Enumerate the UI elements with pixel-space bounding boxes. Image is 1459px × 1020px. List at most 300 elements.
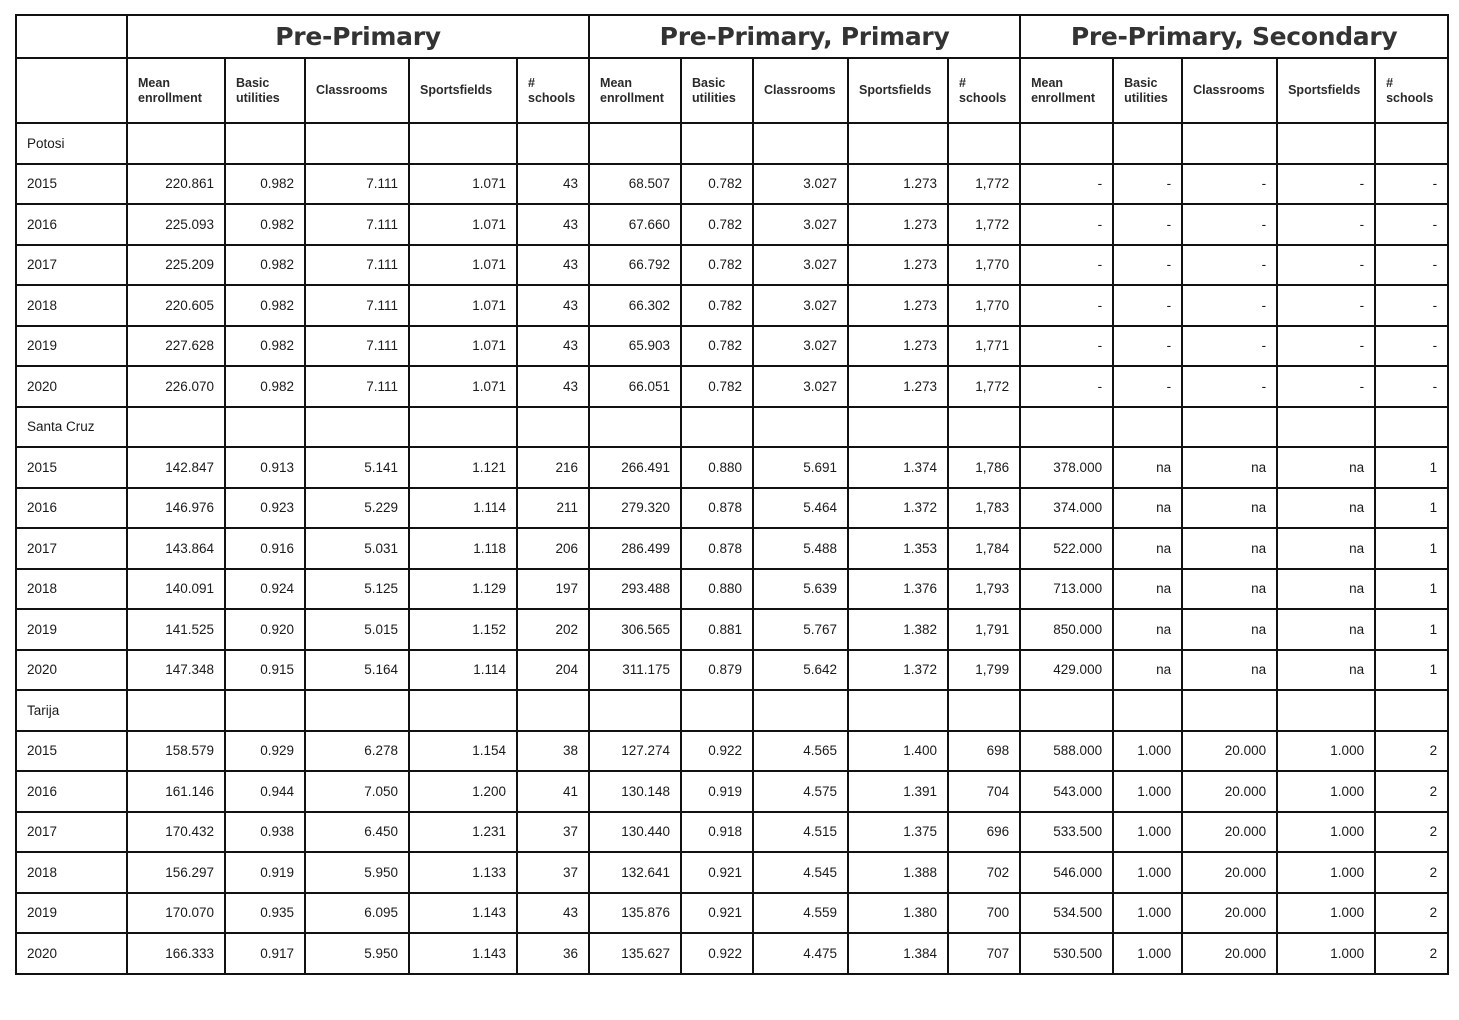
value-cell-basic-utilities: 0.921 (681, 852, 753, 893)
value-cell-sportsfields: 1.374 (848, 447, 948, 488)
value-cell-classrooms: 6.095 (305, 893, 409, 934)
value-cell-mean-enrollment: 286.499 (589, 528, 681, 569)
value-cell-sportsfields: 1.382 (848, 609, 948, 650)
value-cell-mean-enrollment: - (1020, 366, 1113, 407)
value-cell-mean-enrollment: 225.209 (127, 245, 225, 286)
value-cell-schools-count: 1 (1375, 609, 1448, 650)
value-cell-mean-enrollment: 522.000 (1020, 528, 1113, 569)
value-cell-basic-utilities: 0.916 (225, 528, 305, 569)
value-cell-basic-utilities: 1.000 (1113, 812, 1182, 853)
empty-cell (681, 123, 753, 164)
value-cell-sportsfields: 1.114 (409, 488, 517, 529)
value-cell-schools-count: 37 (517, 852, 589, 893)
value-cell-basic-utilities: 0.782 (681, 204, 753, 245)
empty-cell (127, 123, 225, 164)
value-cell-schools-count: - (1375, 204, 1448, 245)
value-cell-sportsfields: 1.000 (1277, 731, 1375, 772)
table-row (16, 731, 1448, 772)
value-cell-classrooms: 5.031 (305, 528, 409, 569)
value-cell-mean-enrollment: 68.507 (589, 164, 681, 205)
year-cell: 2015 (16, 164, 127, 205)
empty-cell (409, 123, 517, 164)
value-cell-mean-enrollment: 293.488 (589, 569, 681, 610)
value-cell-basic-utilities: 0.782 (681, 164, 753, 205)
value-cell-schools-count: 1 (1375, 447, 1448, 488)
value-cell-sportsfields: 1.121 (409, 447, 517, 488)
value-cell-classrooms: 4.565 (753, 731, 848, 772)
empty-cell (305, 690, 409, 731)
value-cell-mean-enrollment: - (1020, 204, 1113, 245)
value-cell-sportsfields: 1.154 (409, 731, 517, 772)
empty-cell (681, 690, 753, 731)
value-cell-sportsfields: 1.380 (848, 893, 948, 934)
empty-cell (948, 407, 1020, 448)
value-cell-mean-enrollment: 588.000 (1020, 731, 1113, 772)
value-cell-sportsfields: 1.000 (1277, 933, 1375, 974)
value-cell-mean-enrollment: 546.000 (1020, 852, 1113, 893)
value-cell-classrooms: 20.000 (1182, 893, 1277, 934)
value-cell-classrooms: 7.111 (305, 245, 409, 286)
corner-cell-lower (16, 58, 127, 123)
value-cell-sportsfields: - (1277, 366, 1375, 407)
value-cell-basic-utilities: 0.921 (681, 893, 753, 934)
value-cell-basic-utilities: 1.000 (1113, 933, 1182, 974)
value-cell-sportsfields: 1.372 (848, 650, 948, 691)
value-cell-sportsfields: - (1277, 285, 1375, 326)
value-cell-sportsfields: 1.391 (848, 771, 948, 812)
year-cell: 2018 (16, 569, 127, 610)
empty-cell (589, 407, 681, 448)
section-label: Potosi (16, 123, 127, 164)
empty-cell (409, 407, 517, 448)
empty-cell (1375, 123, 1448, 164)
value-cell-sportsfields: 1.384 (848, 933, 948, 974)
value-cell-basic-utilities: 0.982 (225, 326, 305, 367)
value-cell-sportsfields: 1.273 (848, 204, 948, 245)
value-cell-schools-count: 1 (1375, 528, 1448, 569)
value-cell-classrooms: 3.027 (753, 204, 848, 245)
value-cell-mean-enrollment: 66.792 (589, 245, 681, 286)
value-cell-mean-enrollment: 311.175 (589, 650, 681, 691)
value-cell-mean-enrollment: 140.091 (127, 569, 225, 610)
value-cell-classrooms: na (1182, 609, 1277, 650)
value-cell-basic-utilities: 0.782 (681, 366, 753, 407)
section-label: Santa Cruz (16, 407, 127, 448)
value-cell-sportsfields: 1.388 (848, 852, 948, 893)
value-cell-mean-enrollment: - (1020, 285, 1113, 326)
value-cell-sportsfields: 1.133 (409, 852, 517, 893)
table-row (16, 285, 1448, 326)
value-cell-mean-enrollment: 66.051 (589, 366, 681, 407)
value-cell-mean-enrollment: 225.093 (127, 204, 225, 245)
column-header-classrooms: Classrooms (1182, 58, 1277, 123)
value-cell-classrooms: na (1182, 447, 1277, 488)
column-header-schools-count: # schools (517, 58, 589, 123)
value-cell-basic-utilities: 1.000 (1113, 771, 1182, 812)
value-cell-sportsfields: na (1277, 569, 1375, 610)
value-cell-schools-count: 696 (948, 812, 1020, 853)
column-header-mean-enrollment: Mean enrollment (589, 58, 681, 123)
value-cell-classrooms: 7.111 (305, 326, 409, 367)
table-row (16, 812, 1448, 853)
empty-cell (127, 690, 225, 731)
value-cell-classrooms: 5.488 (753, 528, 848, 569)
value-cell-classrooms: 7.111 (305, 164, 409, 205)
year-cell: 2019 (16, 609, 127, 650)
value-cell-schools-count: 43 (517, 326, 589, 367)
value-cell-classrooms: 4.515 (753, 812, 848, 853)
value-cell-basic-utilities: - (1113, 285, 1182, 326)
value-cell-basic-utilities: 0.982 (225, 164, 305, 205)
empty-cell (409, 690, 517, 731)
year-cell: 2017 (16, 812, 127, 853)
value-cell-sportsfields: 1.000 (1277, 812, 1375, 853)
value-cell-schools-count: 1 (1375, 488, 1448, 529)
value-cell-mean-enrollment: 146.976 (127, 488, 225, 529)
value-cell-schools-count: - (1375, 164, 1448, 205)
value-cell-basic-utilities: 0.935 (225, 893, 305, 934)
column-header-schools-count: # schools (948, 58, 1020, 123)
value-cell-basic-utilities: 0.913 (225, 447, 305, 488)
value-cell-basic-utilities: 0.924 (225, 569, 305, 610)
corner-cell (16, 15, 127, 58)
value-cell-mean-enrollment: 279.320 (589, 488, 681, 529)
value-cell-classrooms: 3.027 (753, 326, 848, 367)
empty-cell (1113, 690, 1182, 731)
table-row (16, 609, 1448, 650)
value-cell-mean-enrollment: 66.302 (589, 285, 681, 326)
value-cell-sportsfields: - (1277, 245, 1375, 286)
value-cell-basic-utilities: 0.878 (681, 488, 753, 529)
value-cell-schools-count: 216 (517, 447, 589, 488)
value-cell-mean-enrollment: 220.605 (127, 285, 225, 326)
value-cell-sportsfields: na (1277, 488, 1375, 529)
value-cell-sportsfields: - (1277, 164, 1375, 205)
value-cell-classrooms: 5.950 (305, 852, 409, 893)
value-cell-sportsfields: 1.071 (409, 366, 517, 407)
value-cell-sportsfields: - (1277, 204, 1375, 245)
value-cell-sportsfields: 1.143 (409, 933, 517, 974)
table-row (16, 204, 1448, 245)
value-cell-classrooms: - (1182, 245, 1277, 286)
value-cell-mean-enrollment: 170.432 (127, 812, 225, 853)
empty-cell (1375, 690, 1448, 731)
value-cell-schools-count: 43 (517, 164, 589, 205)
value-cell-classrooms: 5.464 (753, 488, 848, 529)
value-cell-basic-utilities: 0.922 (681, 933, 753, 974)
column-header-mean-enrollment: Mean enrollment (1020, 58, 1113, 123)
value-cell-schools-count: - (1375, 245, 1448, 286)
value-cell-sportsfields: 1.200 (409, 771, 517, 812)
column-header-mean-enrollment: Mean enrollment (127, 58, 225, 123)
value-cell-basic-utilities: 0.944 (225, 771, 305, 812)
value-cell-basic-utilities: 1.000 (1113, 852, 1182, 893)
value-cell-basic-utilities: - (1113, 366, 1182, 407)
group-header-pre-primary-primary: Pre-Primary, Primary (589, 15, 1020, 58)
value-cell-classrooms: 5.229 (305, 488, 409, 529)
table-row (16, 164, 1448, 205)
year-cell: 2019 (16, 893, 127, 934)
empty-cell (1020, 690, 1113, 731)
empty-cell (848, 690, 948, 731)
empty-cell (1182, 690, 1277, 731)
value-cell-mean-enrollment: 166.333 (127, 933, 225, 974)
value-cell-schools-count: 1,770 (948, 285, 1020, 326)
value-cell-sportsfields: 1.071 (409, 326, 517, 367)
value-cell-mean-enrollment: 67.660 (589, 204, 681, 245)
value-cell-classrooms: 7.111 (305, 204, 409, 245)
value-cell-basic-utilities: 0.982 (225, 366, 305, 407)
year-cell: 2016 (16, 771, 127, 812)
year-cell: 2015 (16, 447, 127, 488)
value-cell-sportsfields: na (1277, 528, 1375, 569)
value-cell-basic-utilities: 0.782 (681, 285, 753, 326)
value-cell-mean-enrollment: 306.565 (589, 609, 681, 650)
table-row (16, 528, 1448, 569)
value-cell-schools-count: 211 (517, 488, 589, 529)
value-cell-sportsfields: 1.000 (1277, 771, 1375, 812)
value-cell-classrooms: 7.111 (305, 285, 409, 326)
value-cell-basic-utilities: - (1113, 326, 1182, 367)
value-cell-classrooms: - (1182, 326, 1277, 367)
column-header-basic-utilities: Basic utilities (681, 58, 753, 123)
value-cell-schools-count: 1,786 (948, 447, 1020, 488)
value-cell-schools-count: 1,799 (948, 650, 1020, 691)
value-cell-schools-count: 700 (948, 893, 1020, 934)
value-cell-sportsfields: 1.000 (1277, 893, 1375, 934)
value-cell-basic-utilities: 0.982 (225, 204, 305, 245)
column-header-sportsfields: Sportsfields (1277, 58, 1375, 123)
value-cell-basic-utilities: 0.880 (681, 569, 753, 610)
value-cell-classrooms: 7.050 (305, 771, 409, 812)
value-cell-classrooms: 5.141 (305, 447, 409, 488)
value-cell-classrooms: 20.000 (1182, 812, 1277, 853)
year-cell: 2018 (16, 285, 127, 326)
table-row (16, 852, 1448, 893)
value-cell-classrooms: 3.027 (753, 164, 848, 205)
value-cell-mean-enrollment: - (1020, 245, 1113, 286)
empty-cell (305, 123, 409, 164)
value-cell-classrooms: 4.575 (753, 771, 848, 812)
value-cell-mean-enrollment: 156.297 (127, 852, 225, 893)
value-cell-mean-enrollment: - (1020, 164, 1113, 205)
value-cell-classrooms: 5.642 (753, 650, 848, 691)
empty-cell (948, 123, 1020, 164)
year-cell: 2018 (16, 852, 127, 893)
value-cell-classrooms: 4.545 (753, 852, 848, 893)
value-cell-mean-enrollment: 266.491 (589, 447, 681, 488)
table-row (16, 366, 1448, 407)
value-cell-mean-enrollment: 127.274 (589, 731, 681, 772)
value-cell-basic-utilities: 0.782 (681, 245, 753, 286)
value-cell-sportsfields: 1.376 (848, 569, 948, 610)
value-cell-sportsfields: 1.118 (409, 528, 517, 569)
value-cell-sportsfields: 1.273 (848, 285, 948, 326)
value-cell-basic-utilities: 0.982 (225, 285, 305, 326)
value-cell-sportsfields: 1.273 (848, 245, 948, 286)
value-cell-mean-enrollment: 713.000 (1020, 569, 1113, 610)
value-cell-schools-count: 202 (517, 609, 589, 650)
empty-cell (1277, 123, 1375, 164)
value-cell-sportsfields: 1.375 (848, 812, 948, 853)
table-row (16, 771, 1448, 812)
value-cell-basic-utilities: 1.000 (1113, 893, 1182, 934)
value-cell-sportsfields: 1.152 (409, 609, 517, 650)
empty-cell (753, 407, 848, 448)
table-row (16, 933, 1448, 974)
value-cell-classrooms: 7.111 (305, 366, 409, 407)
empty-cell (1277, 690, 1375, 731)
group-header-pre-primary-secondary: Pre-Primary, Secondary (1020, 15, 1448, 58)
value-cell-classrooms: 4.559 (753, 893, 848, 934)
value-cell-basic-utilities: 0.878 (681, 528, 753, 569)
empty-cell (517, 690, 589, 731)
value-cell-basic-utilities: na (1113, 650, 1182, 691)
value-cell-basic-utilities: na (1113, 447, 1182, 488)
value-cell-schools-count: 43 (517, 245, 589, 286)
value-cell-schools-count: 704 (948, 771, 1020, 812)
value-cell-basic-utilities: na (1113, 528, 1182, 569)
column-header-classrooms: Classrooms (753, 58, 848, 123)
value-cell-basic-utilities: 0.920 (225, 609, 305, 650)
value-cell-sportsfields: 1.071 (409, 245, 517, 286)
value-cell-sportsfields: 1.129 (409, 569, 517, 610)
value-cell-sportsfields: 1.071 (409, 164, 517, 205)
column-header-sportsfields: Sportsfields (848, 58, 948, 123)
value-cell-mean-enrollment: 530.500 (1020, 933, 1113, 974)
section-row (16, 690, 1448, 731)
value-cell-classrooms: 3.027 (753, 366, 848, 407)
column-header-schools-count: # schools (1375, 58, 1448, 123)
value-cell-basic-utilities: 0.917 (225, 933, 305, 974)
value-cell-mean-enrollment: 533.500 (1020, 812, 1113, 853)
value-cell-mean-enrollment: 132.641 (589, 852, 681, 893)
empty-cell (225, 407, 305, 448)
column-header-basic-utilities: Basic utilities (1113, 58, 1182, 123)
value-cell-classrooms: na (1182, 650, 1277, 691)
value-cell-schools-count: - (1375, 326, 1448, 367)
value-cell-classrooms: - (1182, 366, 1277, 407)
value-cell-classrooms: 20.000 (1182, 731, 1277, 772)
value-cell-mean-enrollment: 227.628 (127, 326, 225, 367)
value-cell-basic-utilities: 0.919 (225, 852, 305, 893)
section-row (16, 407, 1448, 448)
value-cell-basic-utilities: 0.918 (681, 812, 753, 853)
empty-cell (225, 690, 305, 731)
value-cell-schools-count: 1,791 (948, 609, 1020, 650)
value-cell-schools-count: 1,784 (948, 528, 1020, 569)
empty-cell (517, 123, 589, 164)
value-cell-schools-count: 2 (1375, 893, 1448, 934)
value-cell-classrooms: 5.639 (753, 569, 848, 610)
value-cell-mean-enrollment: 161.146 (127, 771, 225, 812)
year-cell: 2017 (16, 528, 127, 569)
value-cell-sportsfields: 1.400 (848, 731, 948, 772)
value-cell-schools-count: 37 (517, 812, 589, 853)
value-cell-schools-count: 698 (948, 731, 1020, 772)
empty-cell (753, 690, 848, 731)
value-cell-schools-count: 1,772 (948, 164, 1020, 205)
value-cell-basic-utilities: 0.915 (225, 650, 305, 691)
empty-cell (948, 690, 1020, 731)
value-cell-basic-utilities: 0.922 (681, 731, 753, 772)
value-cell-mean-enrollment: 135.627 (589, 933, 681, 974)
column-header-classrooms: Classrooms (305, 58, 409, 123)
value-cell-sportsfields: 1.231 (409, 812, 517, 853)
value-cell-schools-count: 2 (1375, 771, 1448, 812)
value-cell-basic-utilities: 0.919 (681, 771, 753, 812)
year-cell: 2016 (16, 488, 127, 529)
value-cell-schools-count: 2 (1375, 933, 1448, 974)
value-cell-schools-count: - (1375, 285, 1448, 326)
value-cell-schools-count: 707 (948, 933, 1020, 974)
value-cell-basic-utilities: 0.929 (225, 731, 305, 772)
value-cell-classrooms: 20.000 (1182, 771, 1277, 812)
value-cell-classrooms: 6.450 (305, 812, 409, 853)
value-cell-basic-utilities: na (1113, 609, 1182, 650)
column-header-row (16, 58, 1448, 123)
value-cell-schools-count: 1,770 (948, 245, 1020, 286)
table-header (16, 15, 1448, 123)
value-cell-classrooms: 5.164 (305, 650, 409, 691)
column-header-basic-utilities: Basic utilities (225, 58, 305, 123)
enrollment-table (15, 14, 1449, 975)
value-cell-mean-enrollment: 378.000 (1020, 447, 1113, 488)
value-cell-mean-enrollment: 142.847 (127, 447, 225, 488)
section-label: Tarija (16, 690, 127, 731)
empty-cell (1182, 407, 1277, 448)
year-cell: 2020 (16, 366, 127, 407)
section-row (16, 123, 1448, 164)
value-cell-sportsfields: 1.273 (848, 164, 948, 205)
value-cell-classrooms: 20.000 (1182, 933, 1277, 974)
value-cell-mean-enrollment: 374.000 (1020, 488, 1113, 529)
value-cell-schools-count: 38 (517, 731, 589, 772)
table-row (16, 650, 1448, 691)
group-header-row (16, 15, 1448, 58)
value-cell-classrooms: 5.015 (305, 609, 409, 650)
value-cell-mean-enrollment: 130.440 (589, 812, 681, 853)
value-cell-classrooms: na (1182, 528, 1277, 569)
value-cell-sportsfields: - (1277, 326, 1375, 367)
value-cell-sportsfields: 1.273 (848, 326, 948, 367)
value-cell-classrooms: 5.767 (753, 609, 848, 650)
value-cell-basic-utilities: na (1113, 488, 1182, 529)
value-cell-mean-enrollment: 143.864 (127, 528, 225, 569)
empty-cell (1020, 407, 1113, 448)
value-cell-schools-count: 43 (517, 204, 589, 245)
empty-cell (127, 407, 225, 448)
value-cell-schools-count: 206 (517, 528, 589, 569)
value-cell-basic-utilities: 1.000 (1113, 731, 1182, 772)
value-cell-classrooms: - (1182, 285, 1277, 326)
empty-cell (1375, 407, 1448, 448)
value-cell-basic-utilities: 0.881 (681, 609, 753, 650)
value-cell-classrooms: 20.000 (1182, 852, 1277, 893)
year-cell: 2019 (16, 326, 127, 367)
value-cell-schools-count: - (1375, 366, 1448, 407)
value-cell-classrooms: 5.125 (305, 569, 409, 610)
empty-cell (1020, 123, 1113, 164)
value-cell-schools-count: 43 (517, 893, 589, 934)
value-cell-classrooms: 4.475 (753, 933, 848, 974)
value-cell-schools-count: 43 (517, 366, 589, 407)
value-cell-classrooms: 3.027 (753, 285, 848, 326)
value-cell-schools-count: 2 (1375, 731, 1448, 772)
year-cell: 2016 (16, 204, 127, 245)
value-cell-classrooms: 3.027 (753, 245, 848, 286)
table-row (16, 447, 1448, 488)
